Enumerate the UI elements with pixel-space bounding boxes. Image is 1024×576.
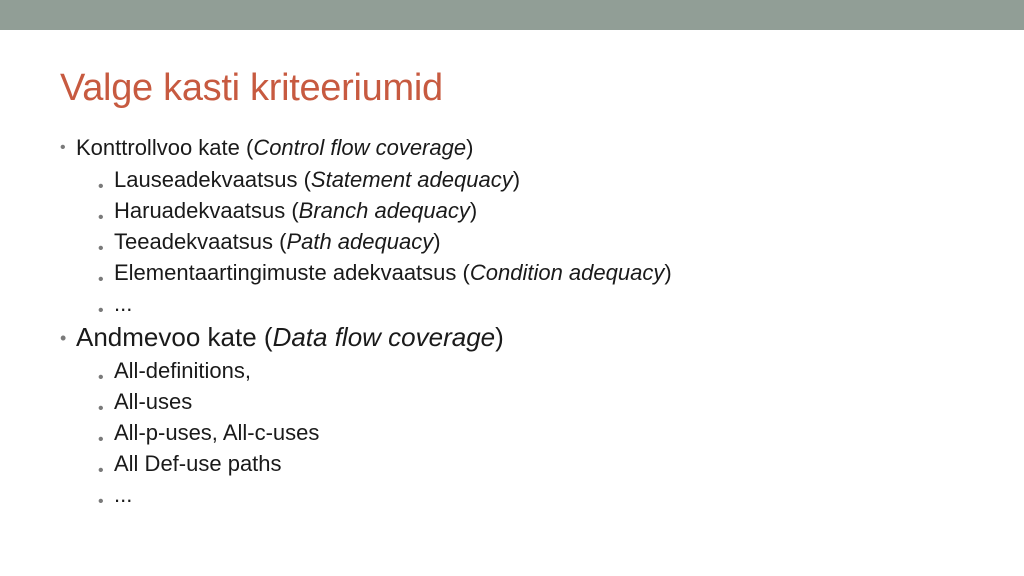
bullet-list	[60, 132, 1000, 510]
sub-bullet-item	[98, 386, 1000, 417]
bullet-icon: •	[98, 271, 104, 288]
sub-bullet-suffix: )	[433, 229, 441, 254]
bullet-text-suffix: )	[466, 135, 474, 160]
bullet-text-english: Data flow coverage	[272, 322, 496, 352]
sub-bullet-prefix: All-definitions,	[114, 358, 251, 383]
bullet-text	[76, 132, 1000, 164]
bullet-icon: •	[60, 139, 66, 156]
bullet-item-control-flow	[60, 132, 1000, 319]
bullet-icon: •	[98, 240, 104, 257]
sub-bullet-english: Branch adequacy	[298, 198, 470, 223]
sub-bullet-prefix: Elementaartingimuste adekvaatsus (	[114, 260, 470, 285]
sub-bullet-english: Condition adequacy	[469, 260, 665, 285]
bullet-text-prefix: Andmevoo kate (	[76, 322, 273, 352]
bullet-icon: •	[98, 400, 104, 417]
sub-bullet-item	[98, 226, 1000, 257]
sub-bullet-prefix: All Def-use paths	[114, 451, 282, 476]
sub-bullet-prefix: Haruadekvaatsus (	[114, 198, 299, 223]
sub-bullet-prefix: ...	[114, 482, 133, 507]
top-decor-band	[0, 0, 1024, 30]
sub-bullet-item	[98, 257, 1000, 288]
sub-bullet-item	[98, 288, 1000, 319]
bullet-text-suffix: )	[495, 322, 504, 352]
bullet-icon: •	[98, 178, 104, 195]
sub-bullet-suffix: )	[664, 260, 672, 285]
bullet-icon: •	[98, 209, 104, 226]
sub-bullet-list	[76, 355, 1000, 510]
sub-bullet-english: Statement adequacy	[310, 167, 513, 192]
sub-bullet-english: Path adequacy	[286, 229, 434, 254]
bullet-icon: •	[98, 493, 104, 510]
sub-bullet-item	[98, 417, 1000, 448]
sub-bullet-prefix: All-p-uses, All-c-uses	[114, 420, 320, 445]
slide-title: Valge kasti kriteeriumid	[60, 67, 443, 109]
bullet-icon: •	[60, 328, 67, 348]
sub-bullet-item	[98, 195, 1000, 226]
sub-bullet-prefix: ...	[114, 291, 133, 316]
sub-bullet-prefix: Lauseadekvaatsus (	[114, 167, 311, 192]
bullet-icon: •	[98, 302, 104, 319]
bullet-icon: •	[98, 462, 104, 479]
sub-bullet-item	[98, 164, 1000, 195]
bullet-icon: •	[98, 369, 104, 386]
bullet-icon: •	[98, 431, 104, 448]
sub-bullet-prefix: Teeadekvaatsus (	[114, 229, 287, 254]
bullet-text-prefix: Konttrollvoo kate (	[76, 135, 254, 160]
bullet-text	[76, 319, 1000, 355]
sub-bullet-item	[98, 479, 1000, 510]
sub-bullet-suffix: )	[469, 198, 478, 223]
sub-bullet-list	[76, 164, 1000, 319]
sub-bullet-item	[98, 355, 1000, 386]
bullet-text-english: Control flow coverage	[253, 135, 467, 160]
bullet-item-data-flow	[60, 319, 1000, 510]
sub-bullet-prefix: All-uses	[114, 389, 193, 414]
sub-bullet-item	[98, 448, 1000, 479]
sub-bullet-suffix: )	[512, 167, 521, 192]
